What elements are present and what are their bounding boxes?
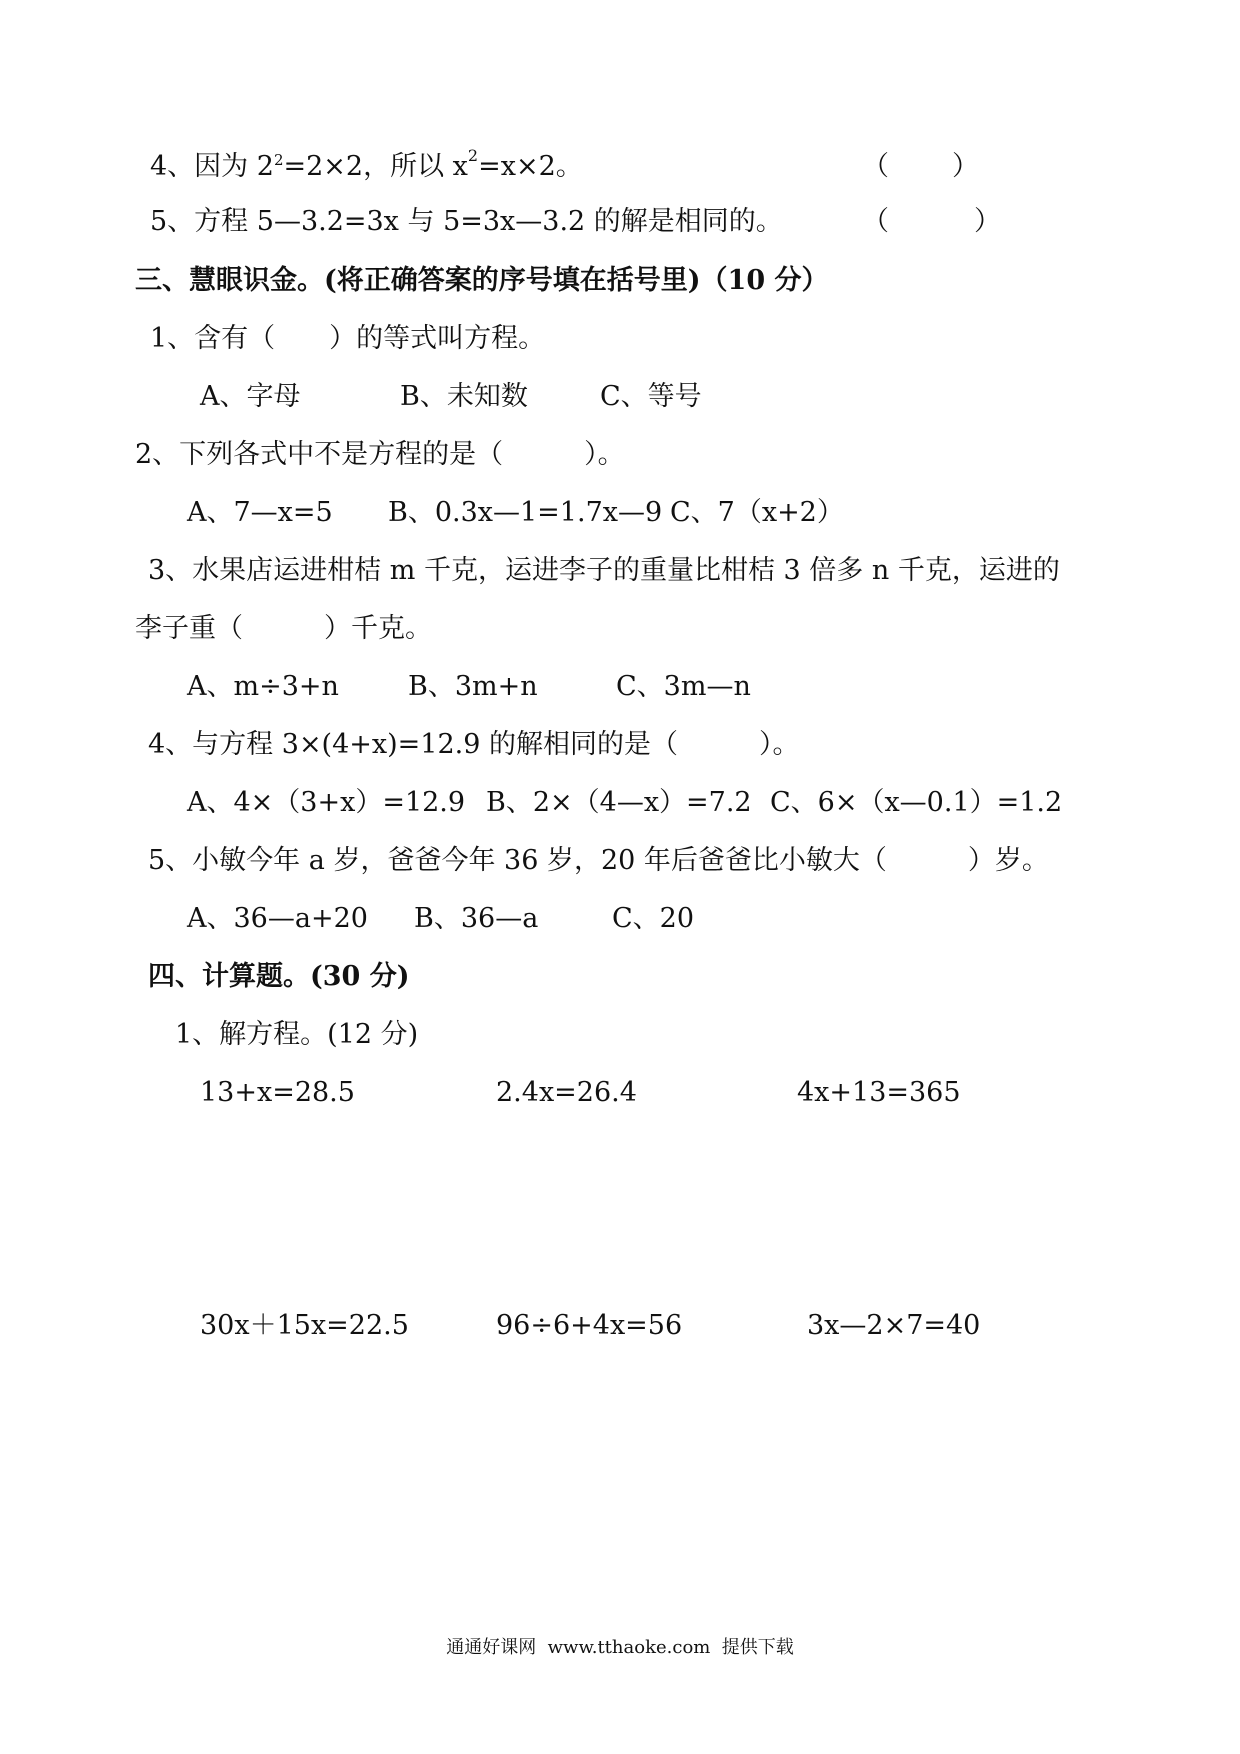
equation-3: 4x+13=365 (797, 1077, 961, 1108)
mc-q4-option-a: A、4×（3+x）=12.9 (187, 787, 466, 818)
tf-q4-exponent: 2 (273, 151, 284, 169)
tf-q4-answer-open: （ (862, 151, 889, 182)
equation-4: 30x＋15x=22.5 (200, 1310, 409, 1341)
tf-q4-part3: =x×2。 (478, 151, 583, 182)
tf-q4-part1: 4、因为 2 (150, 151, 274, 182)
mc-q5-option-a: A、36—a+20 (187, 903, 368, 934)
mc-q1-option-a: A、字母 (200, 381, 301, 412)
mc-question-2: 2、下列各式中不是方程的是（ ）。 (135, 439, 625, 470)
mc-q2-option-a: A、7—x=5 (187, 497, 333, 528)
mc-q3-option-a: A、m÷3+n (187, 671, 339, 702)
tf-q4-exponent-x: 2 (467, 146, 479, 165)
mc-question-1: 1、含有（ ）的等式叫方程。 (150, 323, 546, 354)
section-4-sub-1: 1、解方程。(12 分) (175, 1019, 419, 1050)
equation-5: 96÷6+4x=56 (496, 1310, 683, 1341)
equation-6: 3x—2×7=40 (807, 1310, 981, 1341)
mc-q1-option-b: B、未知数 (400, 381, 528, 412)
tf-question-4 (150, 146, 583, 187)
mc-question-3-line1: 3、水果店运进柑桔 m 千克，运进李子的重量比柑桔 3 倍多 n 千克，运进的 (148, 555, 1060, 586)
mc-q2-option-b: B、0.3x—1=1.7x—9 (388, 497, 663, 528)
mc-question-3-line2: 李子重（ ）千克。 (135, 613, 432, 644)
mc-q5-option-c: C、20 (612, 903, 695, 934)
tf-q5-answer-close: ） (974, 206, 1001, 237)
tf-question-5: 5、方程 5—3.2=3x 与 5=3x—3.2 的解是相同的。 (150, 206, 783, 237)
equation-1: 13+x=28.5 (200, 1077, 355, 1108)
mc-q1-option-c: C、等号 (600, 381, 702, 412)
equation-2: 2.4x=26.4 (496, 1077, 637, 1108)
mc-question-5: 5、小敏今年 a 岁，爸爸今年 36 岁，20 年后爸爸比小敏大（ ）岁。 (148, 845, 1049, 876)
mc-q3-option-c: C、3m—n (616, 671, 751, 702)
mc-q5-option-b: B、36—a (414, 903, 539, 934)
section-4-heading: 四、计算题。(30 分) (148, 961, 410, 992)
mc-q4-option-b: B、2×（4—x）=7.2 (486, 787, 752, 818)
tf-q4-part2: =2×2，所以 x (283, 151, 468, 182)
section-3-heading: 三、慧眼识金。(将正确答案的序号填在括号里)（10 分） (135, 265, 829, 296)
mc-q3-option-b: B、3m+n (408, 671, 538, 702)
mc-question-4: 4、与方程 3×(4+x)=12.9 的解相同的是（ ）。 (148, 729, 800, 760)
tf-q4-answer-close: ） (952, 151, 979, 182)
mc-q4-option-c: C、6×（x—0.1）=1.2 (770, 787, 1063, 818)
mc-q2-option-c: C、7（x+2） (670, 497, 844, 528)
tf-q5-answer-open: （ (862, 206, 889, 237)
page-footer: 通通好课网 www.tthaoke.com 提供下载 (446, 1637, 794, 1658)
